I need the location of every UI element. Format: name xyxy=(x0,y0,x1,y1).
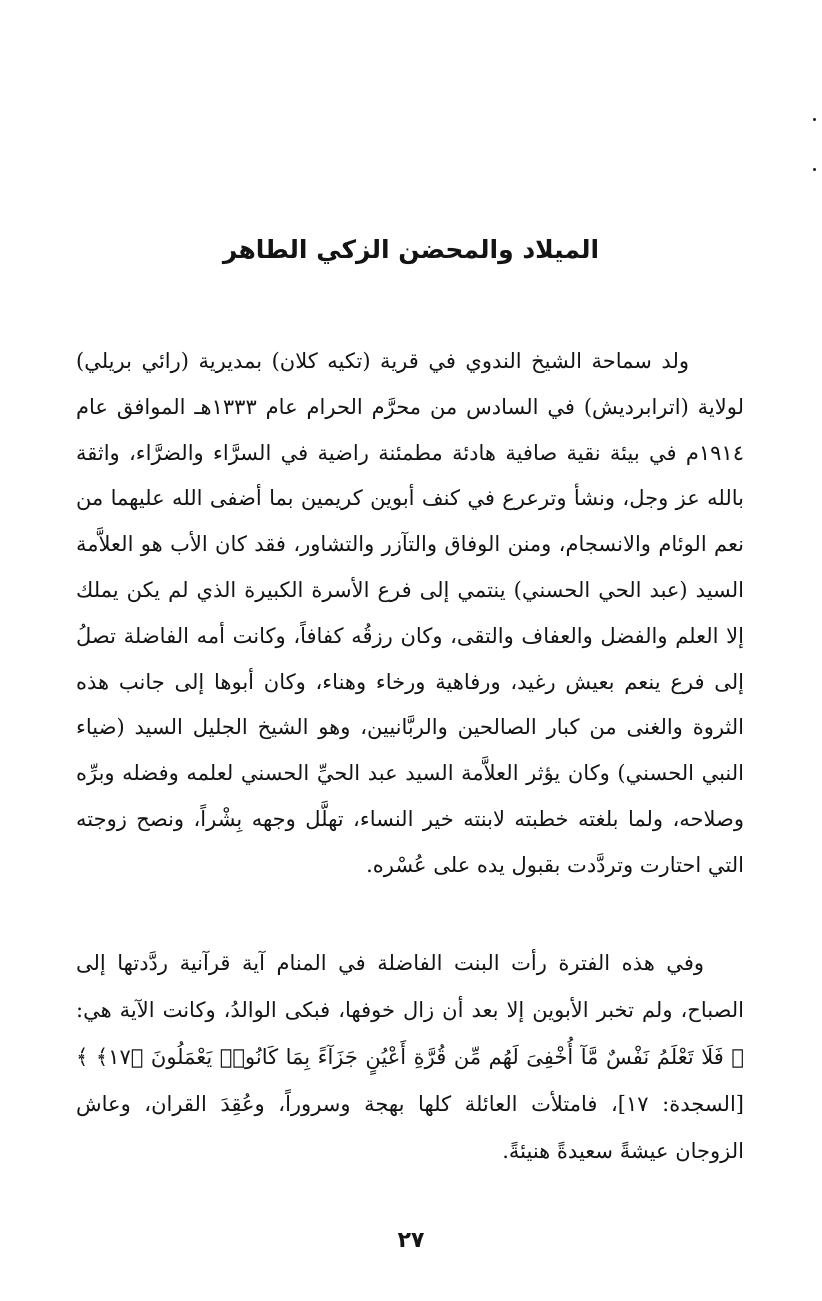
chapter-title: الميلاد والمحضن الزكي الطاهر xyxy=(222,235,600,264)
edge-mark xyxy=(813,168,816,171)
paragraph-birth: ولد سماحة الشيخ الندوي في قرية (تكيه كلان) بمديرية (رائي بريلي) لولاية (اترابرديش) في السادس من محرَّم الحرام عام ١٣٣٣هـ الموافق عام ١٩١٤م في بيئة نقية صافية هادئة مطمئنة راضية في السرَّاء والضرَّاء، واثقة بالله عز وجل، ونشأ وترعرع في كنف أبوين كريمين بما أضفى الله عليهما من نعم الوئام والانسجام، ومنن الوفاق والتآزر والتشاور، فقد كان الأب هو العلاَّمة السيد (عبد الحي الحسني) ينتمي إلى فرع الأسرة الكبيرة الذي لم يكن يملك إلا العلم والفضل والعفاف والتقى، وكان رزقُه كفافاً، وكانت أمه الفاضلة تصلُ إلى فرع ينعم بعيش رغيد، ورفاهية ورخاء وهناء، وكان أبوها إلى جانب هذه الثروة والغنى من كبار الصالحين والربَّانيين، وهو الشيخ الجليل السيد (ضياء النبي الحسني) وكان يؤثر العلاَّمة السيد عبد الحيِّ الحسني لعلمه وفضله وبرِّه وصلاحه، ولما بلغته خطبته لابنته خير النساء، تهلَّل وجهه بِشْراً، ونصح زوجته التي احتارت وتردَّدت بقبول يده على عُسْره. xyxy=(76,349,745,877)
paragraph-dream: وفي هذه الفترة رأت البنت الفاضلة في المنام آية قرآنية ردَّدتها إلى الصباح، ولم تخبر الأبوين إلا بعد أن زال خوفها، فبكى الوالدُ، وكانت الآية هي: ﴿ فَلَا تَعْلَمُ نَفْسٌ مَّآ أُخْفِىَ لَهُم مِّن قُرَّةِ أَعْيُنٍ جَزَآءً بِمَا كَانُوا۟ يَعْمَلُونَ ﴿١٧﴾ ﴾ [السجدة: ١٧]، فامتلأت العائلة كلها بهجة وسروراً، وعُقِدَ القران، وعاش الزوجان عيشةً سعيدةً هنيئةً. xyxy=(76,951,744,1163)
page-number: ٢٧ xyxy=(397,1228,425,1253)
edge-mark xyxy=(813,118,816,121)
